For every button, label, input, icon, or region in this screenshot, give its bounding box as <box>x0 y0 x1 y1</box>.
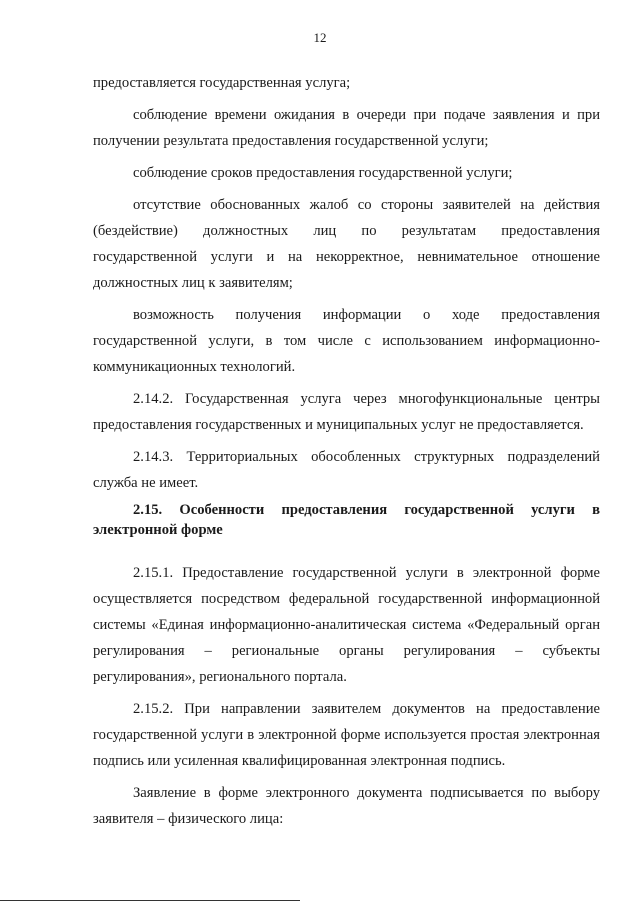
paragraph-4: отсутствие обоснованных жалоб со стороны заявителей на действия (бездействие) должностных лиц по результатам предоставления государственной услуги и на некорректное, невнимательное отношение должностных лиц к заявителям; <box>93 197 600 291</box>
paragraph-9: 2.15.2. При направлении заявителем документов на предоставление государственной услуги в электронной форме используется простая электронная подпись или усиленная квалифицированная электронная подпись. <box>93 701 600 769</box>
paragraph-5: возможность получения информации о ходе предоставления государственной услуги, в том числе с использованием информационно-коммуникационных технологий. <box>93 307 600 375</box>
paragraph-8: 2.15.1. Предоставление государственной услуги в электронной форме осуществляется посредством федеральной государственной информационной системы «Единая информационно-аналитическая система «Федеральный орган регулирования – региональные органы регулирования – субъекты регулирования», регионального портала. <box>93 565 600 685</box>
page-number: 12 <box>313 30 327 45</box>
paragraph-1: предоставляется государственная услуга; <box>93 75 351 91</box>
paragraph-6: 2.14.2. Государственная услуга через многофункциональные центры предоставления государственных и муниципальных услуг не предоставляется. <box>93 391 600 433</box>
paragraph-7: 2.14.3. Территориальных обособленных структурных подразделений служба не имеет. <box>93 449 600 491</box>
section-heading: 2.15. Особенности предоставления государственной услуги в электронной форме <box>93 502 600 538</box>
paragraph-3: соблюдение сроков предоставления государственной услуги; <box>133 165 513 181</box>
paragraph-10: Заявление в форме электронного документа подписывается по выбору заявителя – физического лица: <box>93 785 600 827</box>
paragraph-2: соблюдение времени ожидания в очереди при подаче заявления и при получении результата предоставления государственной услуги; <box>93 107 600 149</box>
document-body <box>93 70 600 838</box>
footer-rule <box>0 900 300 901</box>
